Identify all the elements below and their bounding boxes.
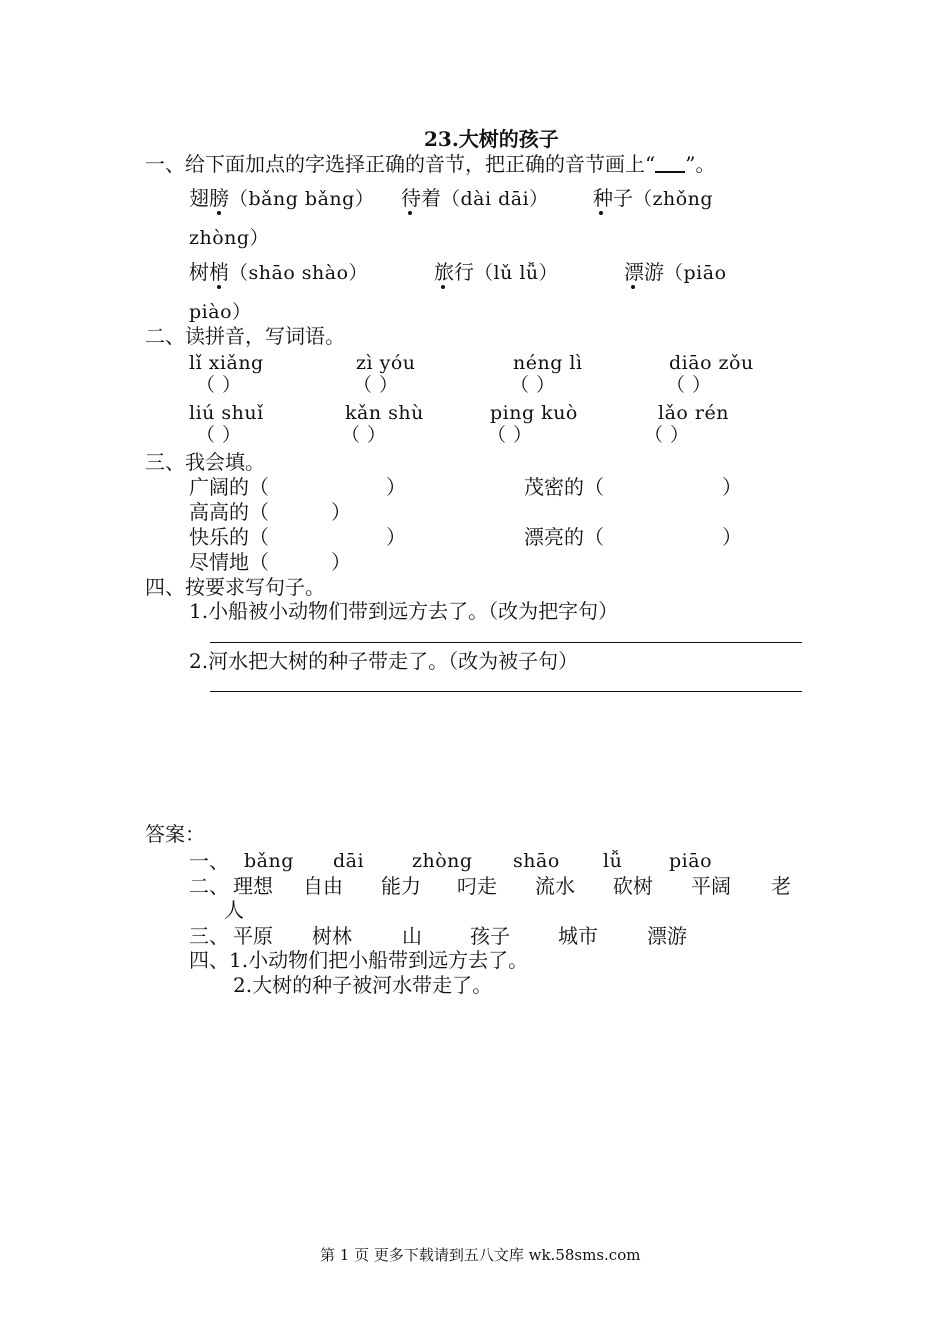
q1-heading-text: 一、给下面加点的字选择正确的音节，把正确的音节画上“ (145, 152, 656, 176)
q2-answer-box: （ ） (666, 374, 712, 396)
answer-4-line-1: 四、1.小动物们把小船带到远方去了。 (189, 948, 529, 972)
q1-item-1 (189, 188, 374, 209)
q2-answer-box: （ ） (510, 374, 556, 396)
underline-sample (655, 153, 685, 173)
q3-close: ） (331, 550, 351, 574)
answer-2-item: 能力 (381, 874, 421, 898)
q1-pinyin: （zhǒng (633, 188, 714, 210)
q1-word: 漂游 (624, 260, 664, 284)
answer-2-item: 砍树 (613, 874, 653, 898)
answer-3-item: 平原 (233, 924, 273, 948)
q1-pinyin: （bǎng bǎng） (229, 188, 375, 210)
emphasis-dot (217, 285, 221, 289)
q1-word: 翅膀 (189, 186, 229, 210)
answer-2-item: 平阔 (691, 874, 731, 898)
answer-line (210, 691, 802, 692)
q3-close: ） (331, 500, 351, 524)
q2-pinyin-2: zì yóu (356, 352, 416, 374)
q2-answer-box: （ ） (196, 374, 242, 396)
q2-answer-box: （ ） (196, 424, 242, 446)
q1-item-6-wrap: piào） (189, 301, 252, 323)
answer-1-item: lǚ (603, 850, 623, 872)
page-title: 23.大树的孩子 (424, 127, 559, 151)
q3-close: ） (386, 525, 406, 549)
q2-answer-box: （ ） (353, 374, 399, 396)
answers-label: 答案： (145, 822, 205, 846)
q1-pinyin: （lǔ lǚ） (474, 262, 559, 284)
q3-item-2: 茂密的（ (524, 475, 604, 499)
q3-close: ） (722, 475, 742, 499)
q1-pinyin: （dài dāi） (441, 188, 549, 210)
q1-item-2 (401, 188, 549, 209)
answer-2-wrap: 人 (224, 898, 244, 922)
q2-heading: 二、读拼音，写词语。 (145, 324, 345, 348)
q1-word: 旅行 (434, 260, 474, 284)
q2-pinyin-4: diāo zǒu (669, 352, 754, 374)
q3-close: ） (386, 475, 406, 499)
answer-2-item: 流水 (535, 874, 575, 898)
q3-close: ） (722, 525, 742, 549)
emphasis-dot (631, 285, 635, 289)
answer-1-prefix: 一、 (189, 849, 229, 873)
emphasis-dot (599, 211, 603, 215)
q1-heading (145, 153, 715, 174)
q1-item-3 (593, 188, 713, 209)
q2-answer-box: （ ） (644, 424, 690, 446)
q3-item-3: 高高的（ (189, 500, 269, 524)
q1-word: 待着 (401, 186, 441, 210)
answer-2-prefix: 二、 (189, 874, 229, 898)
q4-sentence-1: 1.小船被小动物们带到远方去了。（改为把字句） (189, 599, 619, 623)
q1-item-6 (624, 262, 727, 283)
q2-pinyin-3: néng lì (513, 352, 583, 374)
answer-2-item: 老 (771, 874, 791, 898)
q1-word: 树梢 (189, 260, 229, 284)
q2-answer-box: （ ） (487, 424, 533, 446)
answer-3-prefix: 三、 (189, 924, 229, 948)
q2-pinyin-6: kǎn shù (345, 402, 424, 424)
answer-1-item: piāo (669, 850, 713, 872)
q1-pinyin: （piāo (664, 262, 727, 284)
q1-word: 种子 (593, 186, 633, 210)
q4-heading: 四、按要求写句子。 (145, 575, 325, 599)
q3-item-5: 漂亮的（ (524, 525, 604, 549)
emphasis-dot (217, 211, 221, 215)
q3-item-4: 快乐的（ (189, 525, 269, 549)
answer-1-item: shāo (513, 850, 560, 872)
q2-pinyin-1: lǐ xiǎng (189, 352, 264, 374)
answer-3-item: 孩子 (470, 924, 510, 948)
q1-item-3-wrap: zhòng） (189, 227, 270, 249)
q1-pinyin: （shāo shào） (229, 262, 369, 284)
answer-3-item: 山 (402, 924, 422, 948)
q4-sentence-2: 2.河水把大树的种子带走了。（改为被子句） (189, 649, 579, 673)
q1-item-5 (434, 262, 558, 283)
q3-item-6: 尽情地（ (189, 550, 269, 574)
page-footer: 第 1 页 更多下载请到五八文库 wk.58sms.com (320, 1246, 641, 1264)
q2-pinyin-8: lǎo rén (658, 402, 729, 424)
emphasis-dot (408, 211, 412, 215)
q1-heading-close: ”。 (685, 152, 716, 176)
q2-pinyin-7: ping kuò (490, 402, 578, 424)
answer-4-line-2: 2.大树的种子被河水带走了。 (233, 973, 493, 997)
q3-heading: 三、我会填。 (145, 450, 265, 474)
q3-item-1: 广阔的（ (189, 475, 269, 499)
answer-2-item: 叼走 (457, 874, 497, 898)
answer-2-item: 理想 (233, 874, 273, 898)
q1-item-4 (189, 262, 368, 283)
answer-2-item: 自由 (303, 874, 343, 898)
q2-answer-box: （ ） (341, 424, 387, 446)
answer-1-item: zhòng (412, 850, 473, 872)
answer-3-item: 城市 (558, 924, 598, 948)
q2-pinyin-5: liú shuǐ (189, 402, 264, 424)
answer-1-item: dāi (333, 850, 365, 872)
answer-line (210, 642, 802, 643)
answer-3-item: 漂游 (647, 924, 687, 948)
emphasis-dot (441, 285, 445, 289)
answer-3-item: 树林 (312, 924, 352, 948)
answer-1-item: bǎng (244, 850, 294, 872)
